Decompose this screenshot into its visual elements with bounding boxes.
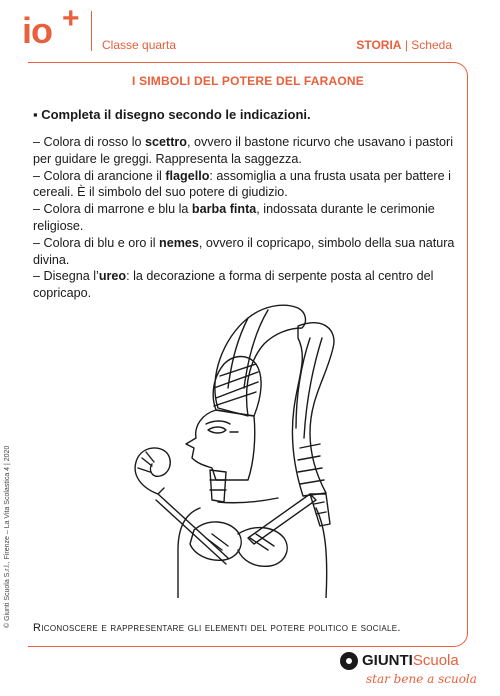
eye (208, 427, 226, 433)
task-instruction: ▪ Completa il disegno secondo le indicazioni. (33, 107, 311, 122)
subject-name: STORIA (356, 38, 402, 52)
worksheet-title: I SIMBOLI DEL POTERE DEL FARAONE (132, 74, 364, 88)
subject-separator: | (404, 38, 408, 52)
sheet-type: Scheda (411, 38, 452, 52)
io-plus-logo (22, 2, 82, 52)
pharaoh-body (178, 508, 327, 598)
learning-objective: Riconoscere e rappresentare gli elementi del potere politico e sociale. (33, 622, 401, 634)
logo-plus: + (62, 2, 80, 35)
copyright-notice: © Giunti Scuola S.r.l., Firenze – La Vita Scolastica 4 | 2020 (4, 445, 11, 628)
term-ureo: ureo (98, 269, 127, 284)
pharaoh-coloring-illustration[interactable] (98, 298, 348, 598)
instruction-item: – Colora di arancione il flagello: assomiglia a una frusta usata per battere i cereali. È il simbolo del suo potere di giudizio. (33, 168, 451, 200)
term-nemes: nemes (159, 235, 199, 250)
subject-label (356, 38, 452, 52)
false-beard (210, 470, 226, 502)
term-flagello: flagello (165, 168, 210, 183)
giunti-scuola-logo (340, 652, 480, 692)
class-label: Classe quarta (102, 38, 177, 52)
brand-name: GIUNTIScuola (362, 652, 459, 669)
term-scettro: scettro (145, 135, 187, 149)
logo-text: io (22, 10, 52, 51)
crook-scepter (135, 448, 170, 494)
header-divider (91, 11, 92, 51)
term-barba-finta: barba finta (191, 202, 257, 217)
instruction-item: – Disegna l’ureo: la decorazione a forma di serpente posta al centro del copricapo. (33, 269, 434, 301)
giunti-g-icon (340, 652, 358, 670)
brand-tagline: star bene a scuola (366, 672, 477, 686)
instruction-item: – Colora di blu e oro il nemes, ovvero il copricapo, simbolo della sua natura divina. (33, 235, 455, 267)
eyebrow (206, 421, 230, 424)
instruction-item: – Colora di rosso lo scettro, ovvero il bastone ricurvo che usavano i pastori per guidare le greggi. Rappresenta la saggezza. (33, 135, 454, 166)
instruction-item: – Colora di marrone e blu la barba finta, indossata durante le cerimonie religiose. (33, 202, 435, 233)
instructions-list (33, 134, 458, 302)
